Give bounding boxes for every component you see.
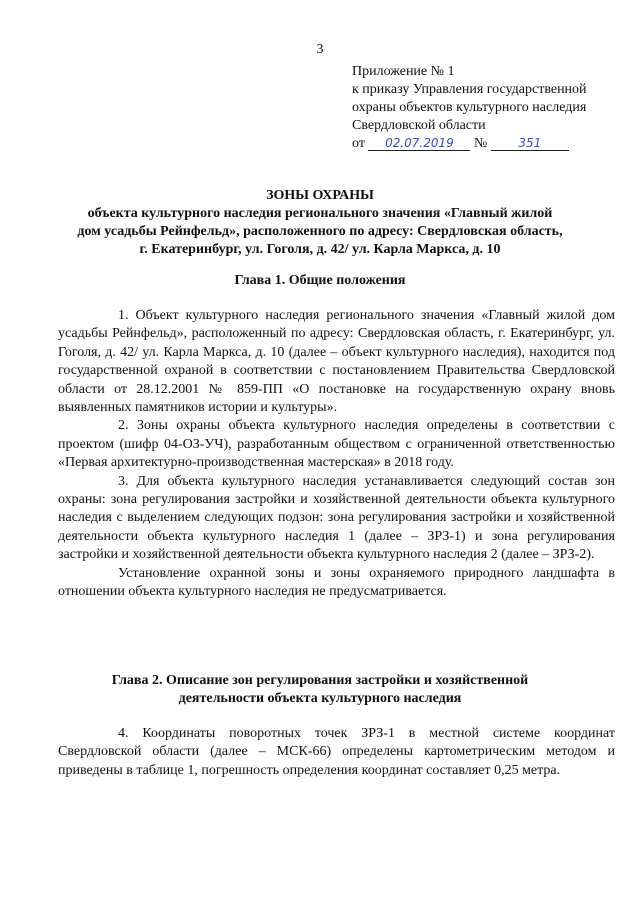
paragraph-1: 1. Объект культурного наследия регионального значения «Главный жилой дом усадьбы Рейнфельд», расположенный по адресу: Свердловская область, г. Екатеринбург, ул. Гоголя, д. 42/ ул. Карла Маркса, д. 10 (далее – объект культурного наследия), находится под государственной охраной в соответствии с постановлением Правительства Свердловской области от 28.12.2001 № 859-ПП «О постановке на государственную охрану вновь выявленных памятников истории и культуры». [58, 308, 615, 416]
appendix-line-4: Свердловской области [352, 118, 486, 133]
chapter-2-heading-line-2: деятельности объекта культурного наследия [178, 691, 462, 706]
paragraph-2: 2. Зоны охраны объекта культурного наследия определены в соответствии с проектом (шифр 04-ОЗ-УЧ), разработанным обществом с ограниченной ответственностью «Первая архитектурно-производственная мастерская» в 2018 году. [58, 418, 615, 471]
appendix-line-2: к приказу Управления государственной [352, 82, 587, 97]
date-prefix: от [352, 136, 365, 151]
title-line-1: объекта культурного наследия регионального значения «Главный жилой [87, 206, 553, 221]
appendix-line-1: Приложение № 1 [352, 64, 455, 79]
paragraph-4: Установление охранной зоны и зоны охраняемого природного ландшафта в отношении объекта культурного наследия не предусматривается. [58, 565, 615, 600]
chapter-1-heading: Глава 1. Общие положения [234, 273, 406, 288]
handwritten-number: 351 [491, 136, 569, 151]
appendix-block [352, 63, 632, 153]
chapter-2-heading [40, 672, 600, 708]
paragraph-3: 3. Для объекта культурного наследия устанавливается следующий состав зон охраны: зона регулирования застройки и хозяйственной деятельности объекта культурного наследия с выделением следующих подзон: зона регулирования застройки и хозяйственной деятельности объекта культурного наследия 1 (далее – ЗРЗ-1) и зона регулирования застройки и хозяйственной деятельности объекта культурного наследия 2 (далее – ЗРЗ-2). [58, 473, 615, 563]
number-prefix: № [473, 136, 488, 151]
title-line-3: г. Екатеринбург, ул. Гоголя, д. 42/ ул. Карла Маркса, д. 10 [139, 242, 501, 257]
chapter-2-body [58, 725, 615, 780]
title-line-2: дом усадьбы Рейнфельд», расположенного по адресу: Свердловская область, [77, 224, 563, 239]
document-title [40, 187, 600, 259]
paragraph-5: 4. Координаты поворотных точек ЗРЗ-1 в местной системе координат Свердловской области (далее – МСК-66) определены картометрическим методом и приведены в таблице 1, погрешность определения координат составляет 0,25 метра. [58, 726, 615, 778]
appendix-date-line [352, 135, 632, 153]
page-number: 3 [316, 42, 324, 57]
appendix-line-3: охраны объектов культурного наследия [352, 100, 587, 115]
chapter-1-body [58, 307, 615, 602]
chapter-2-heading-line-1: Глава 2. Описание зон регулирования застройки и хозяйственной [111, 673, 529, 688]
title-heading: ЗОНЫ ОХРАНЫ [266, 188, 374, 203]
handwritten-date: 02.07.2019 [368, 136, 470, 151]
